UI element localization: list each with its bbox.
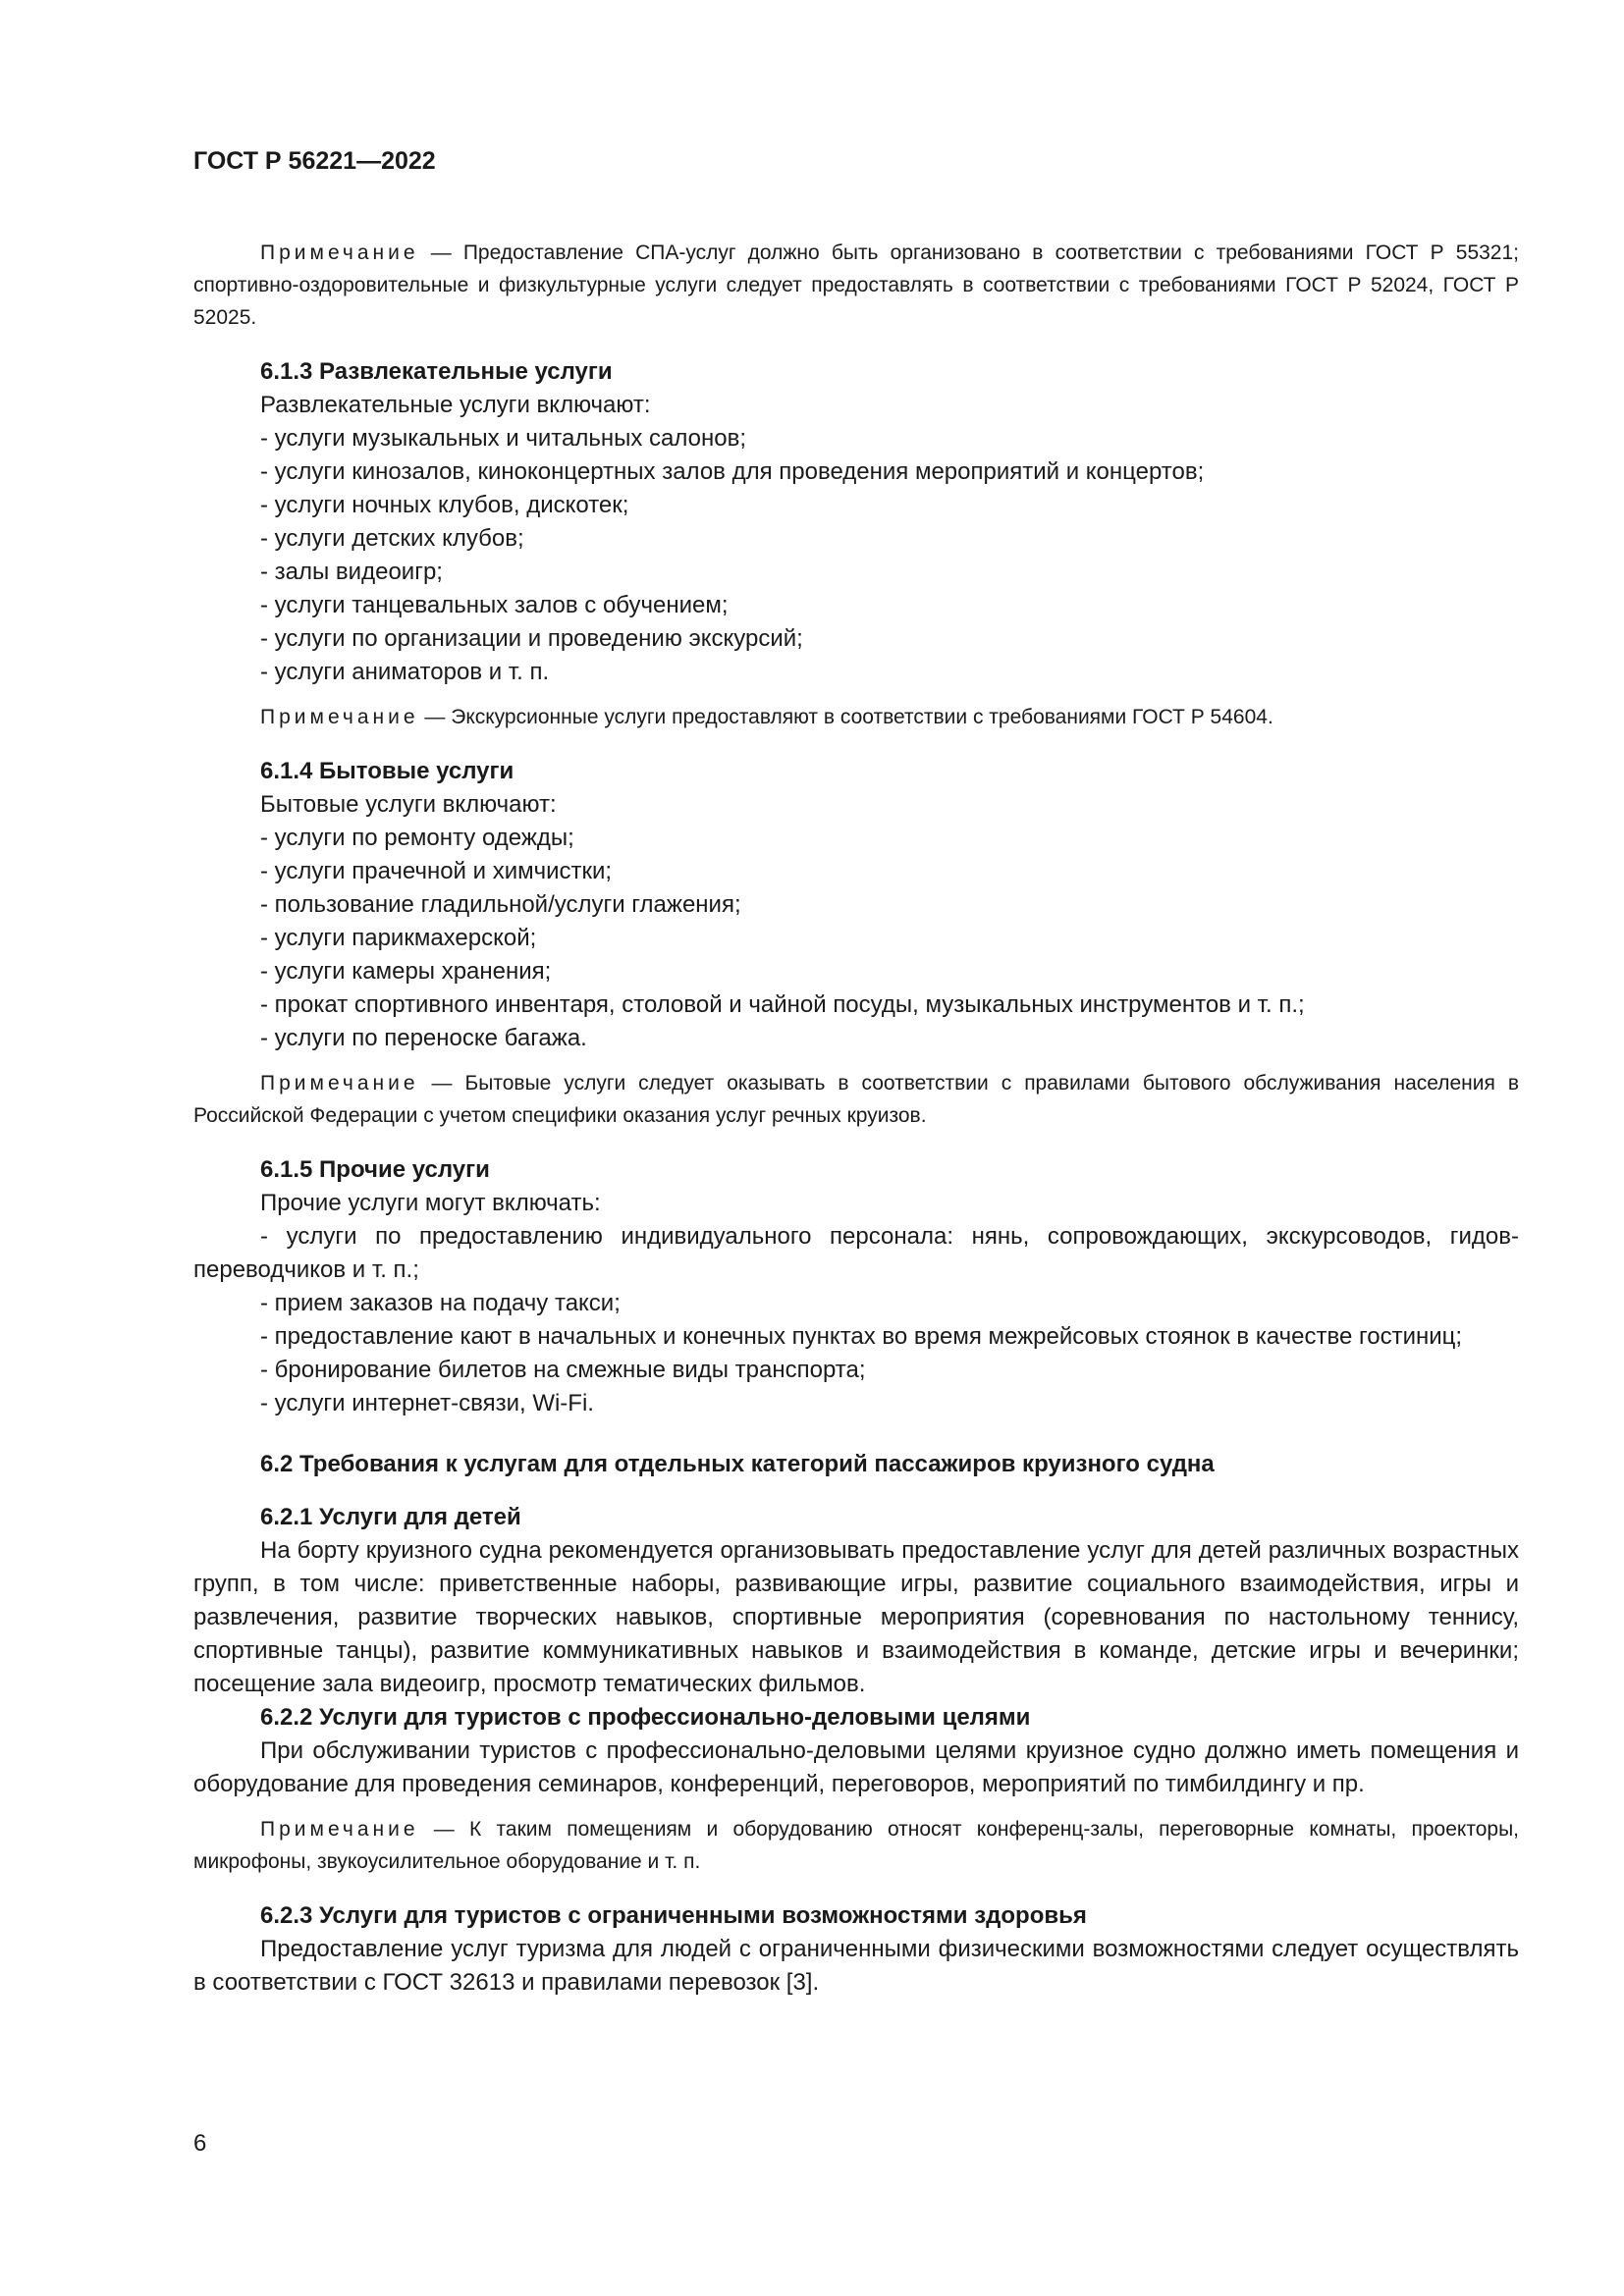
document-page [193, 147, 1519, 2000]
list-item: - услуги детских клубов; [260, 525, 524, 552]
note-label: Примечание [260, 241, 419, 264]
list-item: - услуги прачечной и химчистки; [260, 858, 613, 884]
section-621-title: 6.2.1 Услуги для детей [260, 1504, 521, 1530]
note-613: Примечание — Экскурсионные услуги предоставляют в соответствии с требованиями ГОСТ Р 54604. [260, 706, 1273, 728]
list-item: - услуги аниматоров и т. п. [260, 659, 550, 685]
note-label: Примечание [260, 1818, 419, 1841]
document-header: ГОСТ Р 56221—2022 [193, 147, 436, 175]
list-item: - услуги по организации и проведению экскурсий; [260, 625, 803, 652]
list-item: - услуги музыкальных и читальных салонов; [260, 425, 747, 452]
section-621-text: На борту круизного судна рекомендуется организовывать предоставление услуг для детей различных возрастных групп, в том числе: приветственные наборы, развивающие игры, развитие социального взаимодействия, игры и развлечения, развитие творческих навыков, спортивные мероприятия (соревнования по настольному теннису, спортивные танцы), развитие коммуникативных навыков и взаимодействия в команде, детские игры и вечеринки; посещение зала видеоигр, просмотр тематических фильмов. [193, 1537, 1519, 1697]
section-615-title: 6.1.5 Прочие услуги [260, 1156, 490, 1183]
list-item: - услуги по ремонту одежды; [260, 825, 574, 851]
section-623-title: 6.2.3 Услуги для туристов с ограниченными возможностями здоровья [260, 1902, 1087, 1929]
list-item: - услуги камеры хранения; [260, 958, 552, 985]
section-613-title: 6.1.3 Развлекательные услуги [260, 358, 613, 385]
note-614: Примечание — Бытовые услуги следует оказывать в соответствии с правилами бытового обслуживания населения в Российской Федерации с учетом специфики оказания услуг речных круизов. [193, 1072, 1519, 1127]
list-item: - услуги по переноске багажа. [260, 1025, 587, 1051]
note-label: Примечание [260, 706, 419, 728]
list-item: - прием заказов на подачу такси; [260, 1290, 621, 1316]
list-item: - бронирование билетов на смежные виды транспорта; [260, 1357, 866, 1383]
section-622-text: При обслуживании туристов с профессионально-деловыми целями круизное судно должно иметь помещения и оборудование для проведения семинаров, конференций, переговоров, мероприятий по тимбилдингу и пр. [193, 1737, 1519, 1797]
section-622-title: 6.2.2 Услуги для туристов с профессионально-деловыми целями [260, 1704, 1031, 1731]
list-item: - услуги парикмахерской; [260, 925, 537, 951]
list-item: - услуги интернет-связи, Wi-Fi. [260, 1390, 594, 1416]
note-1: Примечание — Предоставление СПА-услуг должно быть организовано в соответствии с требованиями ГОСТ Р 55321; спортивно-оздоровительные и физкультурные услуги следует предоставлять в соответствии с требованиями ГОСТ Р 52024, ГОСТ Р 52025. [193, 241, 1519, 329]
page-number: 6 [193, 2130, 207, 2157]
section-614-intro: Бытовые услуги включают: [260, 791, 557, 818]
section-614-title: 6.1.4 Бытовые услуги [260, 758, 514, 784]
section-613-intro: Развлекательные услуги включают: [260, 392, 651, 418]
list-item: - услуги танцевальных залов с обучением; [260, 592, 729, 618]
list-item: - пользование гладильной/услуги глажения; [260, 891, 741, 918]
list-item: - услуги кинозалов, киноконцертных залов для проведения мероприятий и концертов; [260, 458, 1205, 485]
list-item: - услуги ночных клубов, дискотек; [260, 492, 629, 518]
list-item: - залы видеоигр; [260, 559, 443, 585]
note-622: Примечание — К таким помещениям и оборудованию относят конференц-залы, переговорные комнаты, проекторы, микрофоны, звукоусилительное оборудование и т. п. [193, 1818, 1519, 1873]
note-label: Примечание [260, 1072, 419, 1095]
section-623-text: Предоставление услуг туризма для людей с ограниченными физическими возможностями следует осуществлять в соответствии с ГОСТ 32613 и правилами перевозок [3]. [193, 1936, 1519, 1996]
list-item: - услуги по предоставлению индивидуального персонала: нянь, сопровождающих, экскурсоводов, гидов-переводчиков и т. п.; [193, 1223, 1519, 1283]
list-item: - предоставление кают в начальных и конечных пунктах во время межрейсовых стоянок в качестве гостиниц; [260, 1323, 1463, 1350]
section-62-title: 6.2 Требования к услугам для отдельных категорий пассажиров круизного судна [260, 1451, 1215, 1477]
section-615-intro: Прочие услуги могут включать: [260, 1190, 601, 1216]
list-item: - прокат спортивного инвентаря, столовой и чайной посуды, музыкальных инструментов и т. п.; [260, 991, 1305, 1018]
